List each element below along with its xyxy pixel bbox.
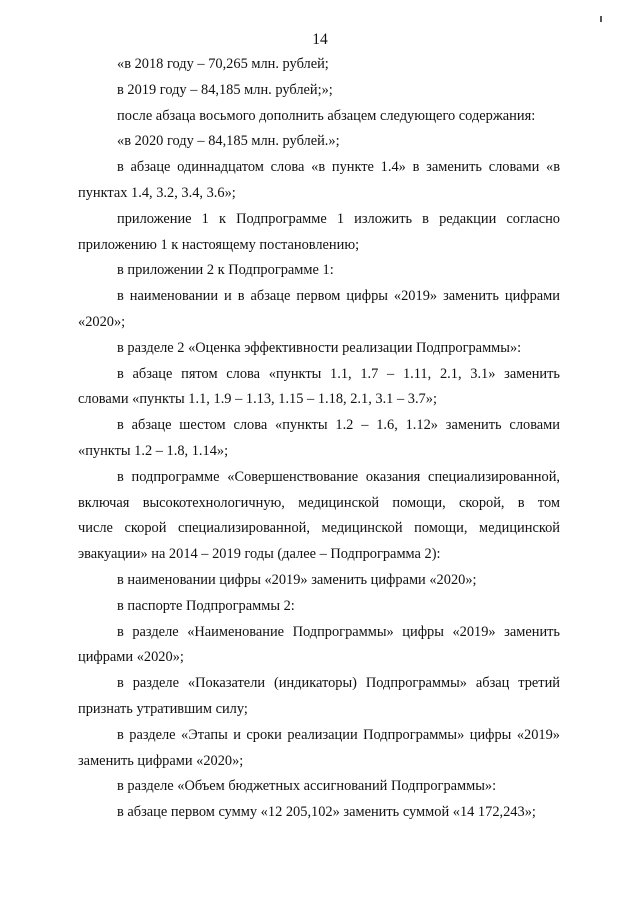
text-line: в разделе «Этапы и сроки реализации Подпрограммы» цифры «2019» bbox=[117, 726, 560, 743]
text-line: включая высокотехнологичную, медицинской помощи, скорой, в том bbox=[78, 494, 560, 511]
text-line: в наименовании цифры «2019» заменить цифрами «2020»; bbox=[117, 571, 477, 588]
text-line: в абзаце шестом слова «пункты 1.2 – 1.6, 1.12» заменить словами bbox=[117, 417, 560, 434]
text-line: в паспорте Подпрограммы 2: bbox=[117, 597, 295, 614]
text-line: эвакуации» на 2014 – 2019 годы (далее – Подпрограмма 2): bbox=[78, 546, 441, 563]
document-body bbox=[78, 52, 560, 826]
text-line: числе скорой специализированной, медицинской помощи, медицинской bbox=[78, 520, 560, 537]
text-line: в разделе «Объем бюджетных ассигнований Подпрограммы»: bbox=[117, 778, 497, 795]
text-line: в абзаце первом сумму «12 205,102» заменить суммой «14 172,243»; bbox=[117, 804, 536, 821]
text-line: в абзаце одиннадцатом слова «в пункте 1.4» в заменить словами «в bbox=[117, 159, 560, 176]
text-line: «в 2020 году – 84,185 млн. рублей.»; bbox=[117, 133, 340, 150]
text-line: «пункты 1.2 – 1.8, 1.14»; bbox=[78, 442, 229, 459]
text-line: в приложении 2 к Подпрограмме 1: bbox=[117, 262, 334, 279]
text-line: «2020»; bbox=[78, 313, 126, 330]
text-line: в 2019 году – 84,185 млн. рублей;»; bbox=[117, 81, 333, 98]
text-line: в разделе «Показатели (индикаторы) Подпрограммы» абзац третий bbox=[117, 675, 560, 692]
text-line: после абзаца восьмого дополнить абзацем следующего содержания: bbox=[117, 107, 536, 124]
text-line: «в 2018 году – 70,265 млн. рублей; bbox=[117, 56, 329, 72]
text-line: словами «пункты 1.1, 1.9 – 1.13, 1.15 – 1.18, 2.1, 3.1 – 3.7»; bbox=[78, 391, 437, 408]
text-line: пунктах 1.4, 3.2, 3.4, 3.6»; bbox=[78, 184, 236, 201]
text-line: признать утратившим силу; bbox=[78, 700, 248, 717]
text-line: в подпрограмме «Совершенствование оказания специализированной, bbox=[117, 468, 560, 485]
page-number: 14 bbox=[312, 31, 328, 48]
text-line: цифрами «2020»; bbox=[78, 649, 184, 666]
text-line: в абзаце пятом слова «пункты 1.1, 1.7 – 1.11, 2.1, 3.1» заменить bbox=[117, 365, 560, 382]
text-line: в разделе «Наименование Подпрограммы» цифры «2019» заменить bbox=[117, 623, 560, 640]
text-line: приложению 1 к настоящему постановлению; bbox=[78, 236, 360, 253]
scan-mark bbox=[600, 16, 602, 22]
text-line: в разделе 2 «Оценка эффективности реализации Подпрограммы»: bbox=[117, 339, 522, 356]
text-line: приложение 1 к Подпрограмме 1 изложить в редакции согласно bbox=[117, 210, 560, 227]
text-line: в наименовании и в абзаце первом цифры «2019» заменить цифрами bbox=[117, 288, 560, 305]
text-line: заменить цифрами «2020»; bbox=[78, 752, 244, 769]
